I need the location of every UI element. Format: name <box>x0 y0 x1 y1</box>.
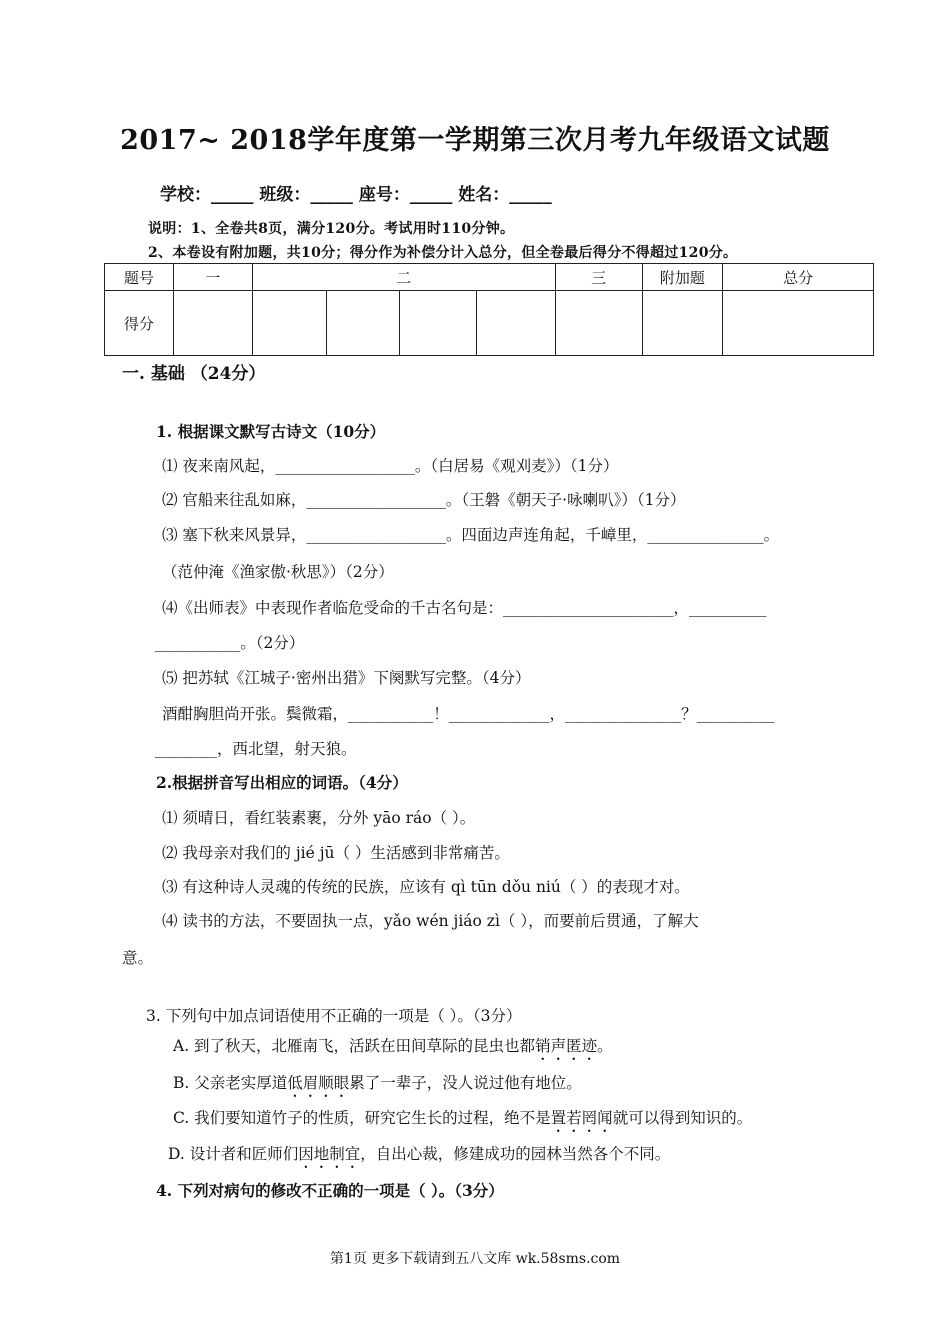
question-3-option-b: B. 父亲老实厚道低眉顺眼累了一辈子，没人说过他有地位。 <box>173 1074 582 1092</box>
row-label-score: 得分 <box>105 291 174 356</box>
question-1-title: 1. 根据课文默写古诗文（10分） <box>156 422 386 441</box>
header-cell-section-1: 一 <box>173 264 252 291</box>
score-cell <box>252 291 327 356</box>
question-1-line: ________，西北望，射天狼。 <box>155 740 357 758</box>
question-2-line: 意。 <box>122 949 154 967</box>
note-line-2: 2、本卷设有附加题，共10分；得分作为补偿分计入总分，但全卷最后得分不得超过120分。 <box>148 245 738 261</box>
question-3-option-a: A. 到了秋天，北雁南飞，活跃在田间草际的昆虫也都销声匿迹。 <box>173 1037 613 1055</box>
question-1-line: 酒酣胸胆尚开张。鬓微霜，___________！_____________，_______________？__________ <box>162 705 775 723</box>
student-info-line: 学校：_____ 班级：_____ 座号：_____ 姓名：_____ <box>160 185 552 205</box>
question-3-title: 3. 下列句中加点词语使用不正确的一项是（ ）。（3分） <box>146 1007 522 1025</box>
question-4-title: 4. 下列对病句的修改不正确的一项是（ ）。（3分） <box>156 1181 504 1200</box>
score-cell <box>400 291 477 356</box>
question-1-line: ⑷《出师表》中表现作者临危受命的千古名句是：______________________，__________ <box>162 599 767 617</box>
page-footer: 第1页 更多下载请到五八文库 wk.58sms.com <box>329 1251 621 1267</box>
emphasized-phrase: 销声匿迹 <box>535 1037 598 1055</box>
question-2-line: ⑴ 须晴日，看红装素裹，分外 yāo ráo（ ）。 <box>162 809 476 827</box>
question-2-line: ⑷ 读书的方法，不要固执一点，yǎo wén jiáo zì（ ），而要前后贯通，了解大 <box>162 912 699 930</box>
header-cell-bonus: 附加题 <box>642 264 723 291</box>
question-2-line: ⑵ 我母亲对我们的 jié jū（ ）生活感到非常痛苦。 <box>162 844 510 862</box>
note-line-1: 说明：1、全卷共8页，满分120分。考试用时110分钟。 <box>148 221 515 237</box>
question-2-line: ⑶ 有这种诗人灵魂的传统的民族，应该有 qì tūn dǒu niú（ ）的表现才对。 <box>162 878 690 896</box>
question-1-line: ⑵ 官船来往乱如麻，__________________。（王磐《朝天子·咏喇叭》）（1分） <box>162 491 686 509</box>
header-cell-section-3: 三 <box>555 264 642 291</box>
header-cell-number: 题号 <box>105 264 174 291</box>
score-table-body-row <box>105 291 874 356</box>
emphasized-phrase: 因地制宜 <box>298 1145 361 1163</box>
page-title: 2017~ 2018学年度第一学期第三次月考九年级语文试题 <box>120 125 830 156</box>
question-3-option-d: D. 设计者和匠师们因地制宜，自出心裁，修建成功的园林当然各个不同。 <box>168 1145 671 1163</box>
question-1-line: ___________。（2分） <box>155 634 305 652</box>
score-cell <box>555 291 642 356</box>
score-cell <box>642 291 723 356</box>
emphasized-phrase: 置若罔闻 <box>550 1109 613 1127</box>
score-cell <box>327 291 400 356</box>
question-3-option-c: C. 我们要知道竹子的性质，研究它生长的过程，绝不是置若罔闻就可以得到知识的。 <box>173 1109 753 1127</box>
score-cell <box>173 291 252 356</box>
score-cell <box>476 291 555 356</box>
emphasized-phrase: 低眉顺眼 <box>287 1074 350 1092</box>
header-cell-section-2: 二 <box>252 264 555 291</box>
section-1-heading: 一. 基础 （24分） <box>122 364 266 384</box>
score-table-header-row <box>105 264 874 291</box>
question-2-title: 2.根据拼音写出相应的词语。（4分） <box>156 773 408 792</box>
header-cell-total: 总分 <box>723 264 874 291</box>
question-1-line: ⑶ 塞下秋来风景异，__________________。四面边声连角起，千嶂里，_______________。 <box>162 526 780 544</box>
score-table <box>104 263 874 356</box>
question-1-line: （范仲淹《渔家傲·秋思》）（2分） <box>162 563 394 581</box>
score-cell <box>723 291 874 356</box>
question-1-line: ⑸ 把苏轼《江城子·密州出猎》下阕默写完整。（4分） <box>162 669 531 687</box>
question-1-line: ⑴ 夜来南风起，__________________。（白居易《观刈麦》）（1分） <box>162 457 619 475</box>
